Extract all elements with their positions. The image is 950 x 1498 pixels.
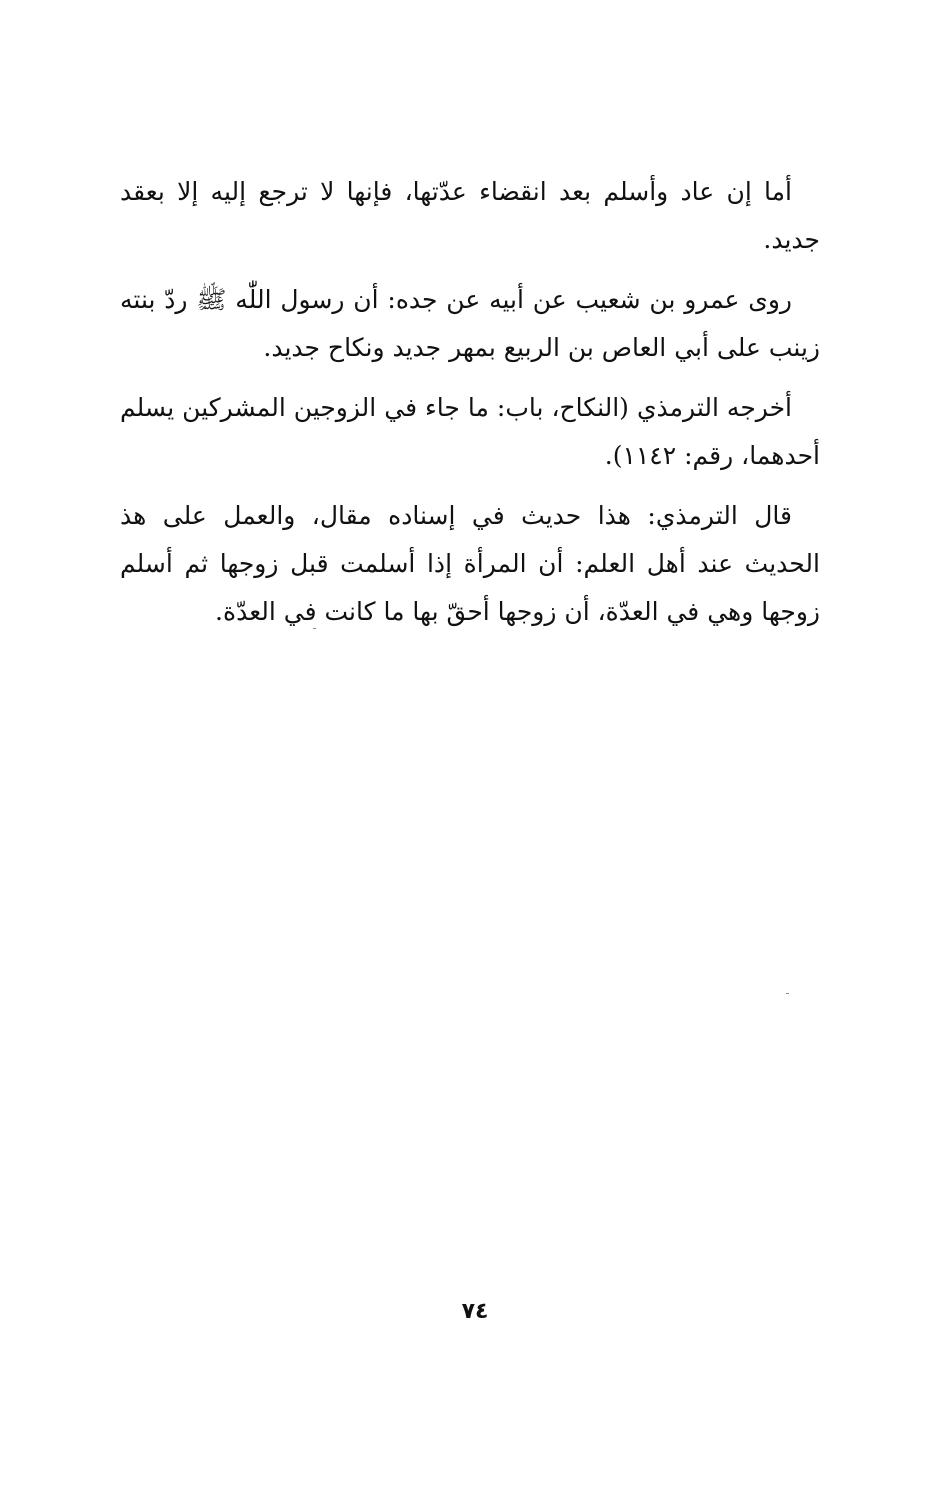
paragraph-hadith: روى عمرو بن شعيب عن أبيه عن جده: أن رسول اللّٰه ﷺ ردّ بنته زينب على أبي العاص بن الربيع بمهر جديد ونكاح جديد. [120,285,820,362]
body-text [120,168,820,648]
page-number: ٧٤ [461,1299,489,1324]
paragraph-source: أخرجه الترمذي (النكاح، باب: ما جاء في الزوجين المشركين يسلم أحدهما، رقم: ١١٤٢). [120,393,820,470]
ink-speck [313,628,316,629]
ink-speck [786,993,789,994]
paragraph-ruling: أما إن عاد وأسلم بعد انقضاء عدّتها، فإنها لا ترجع إليه إلا بعقد جديد. [120,177,820,254]
paragraph-commentary: قال الترمذي: هذا حديث في إسناده مقال، والعمل على هذ الحديث عند أهل العلم: أن المرأة إذا أسلمت قبل زوجها ثم أسلم زوجها وهي في العدّة، أن زوجها أحقّ بها ما كانت في العدّة. [120,501,820,626]
